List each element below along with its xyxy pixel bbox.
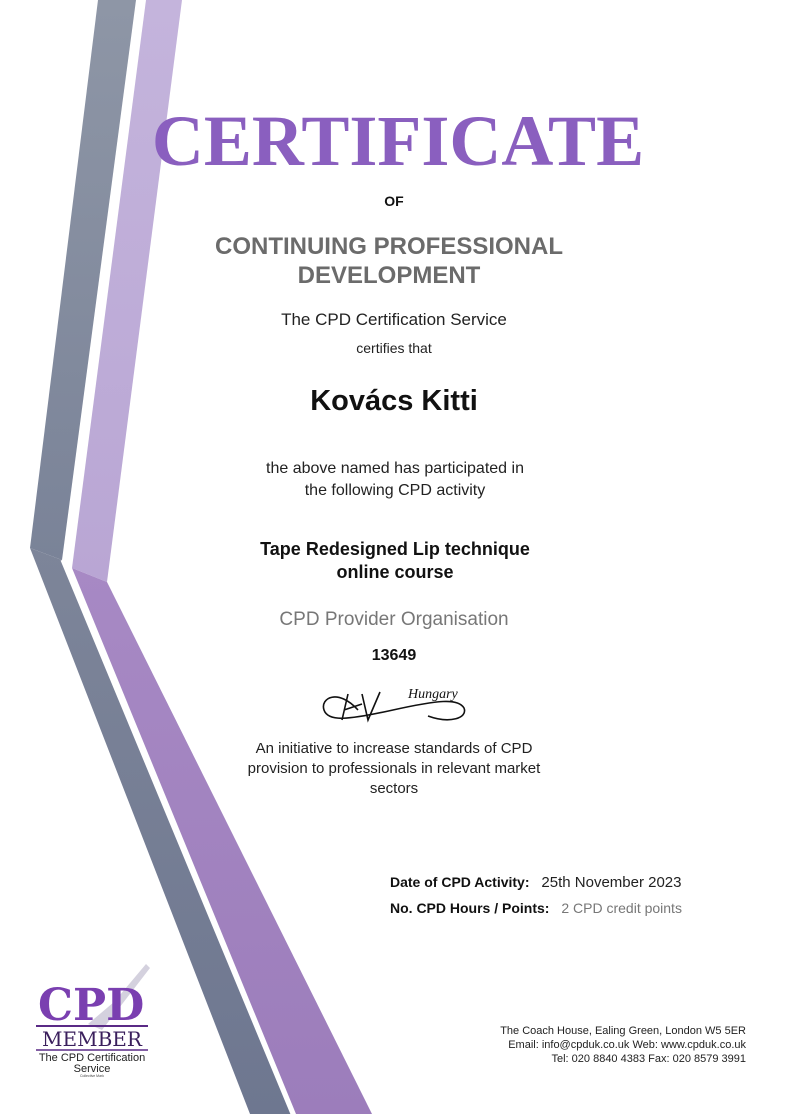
recipient-name: Kovács Kitti bbox=[310, 385, 478, 417]
activity-date-label: Date of CPD Activity: bbox=[390, 874, 530, 890]
cpd-member-logo bbox=[18, 962, 168, 1077]
cpd-hours-value: 2 CPD credit points bbox=[561, 900, 682, 916]
cpd-heading-line2: DEVELOPMENT bbox=[297, 262, 481, 289]
cpd-logo-service-line2: Service bbox=[73, 1063, 111, 1075]
cpd-logo-letters: CPD bbox=[38, 980, 145, 1031]
cpd-logo-mark: Collective Mark bbox=[80, 1074, 104, 1077]
certificate-title: CERTIFICATE bbox=[151, 101, 645, 181]
cpd-logo-service-line1: The CPD Certification bbox=[38, 1052, 146, 1064]
provider-logo bbox=[318, 680, 468, 726]
activity-line2: online course bbox=[336, 562, 454, 582]
certifies-that: certifies that bbox=[356, 340, 432, 356]
certificate-of: OF bbox=[384, 193, 404, 209]
participation-line1: the above named has participated in bbox=[266, 460, 524, 477]
initiative-line3: sectors bbox=[369, 780, 419, 797]
cpd-heading-line1: CONTINUING PROFESSIONAL bbox=[214, 233, 563, 260]
footer-phone-line: Tel: 020 8840 4383 Fax: 020 8579 3991 bbox=[551, 1053, 746, 1065]
initiative-line1: An initiative to increase standards of CPD bbox=[255, 740, 533, 757]
provider-label: CPD Provider Organisation bbox=[279, 609, 509, 630]
initiative-line2: provision to professionals in relevant market bbox=[247, 760, 541, 777]
activity-date-row bbox=[390, 874, 682, 891]
cpd-hours-row bbox=[390, 900, 682, 916]
certification-service: The CPD Certification Service bbox=[281, 310, 507, 329]
footer-address-line1: The Coach House, Ealing Green, London W5 5ER bbox=[500, 1025, 746, 1037]
participation-statement bbox=[200, 458, 590, 502]
activity-date-value: 25th November 2023 bbox=[541, 874, 682, 891]
footer-contact-line: Email: info@cpduk.co.uk Web: www.cpduk.co.uk bbox=[508, 1039, 746, 1051]
participation-line2: the following CPD activity bbox=[304, 482, 486, 499]
activity-title bbox=[180, 538, 610, 584]
provider-logo-text: Hungary bbox=[408, 687, 458, 702]
cpd-logo-member: MEMBER bbox=[42, 1027, 142, 1051]
activity-line1: Tape Redesigned Lip technique bbox=[260, 539, 530, 559]
cpd-hours-label: No. CPD Hours / Points: bbox=[390, 900, 550, 916]
provider-id: 13649 bbox=[371, 647, 417, 664]
cpd-heading bbox=[150, 232, 628, 290]
footer-address bbox=[500, 1024, 746, 1066]
initiative-statement bbox=[218, 739, 570, 799]
